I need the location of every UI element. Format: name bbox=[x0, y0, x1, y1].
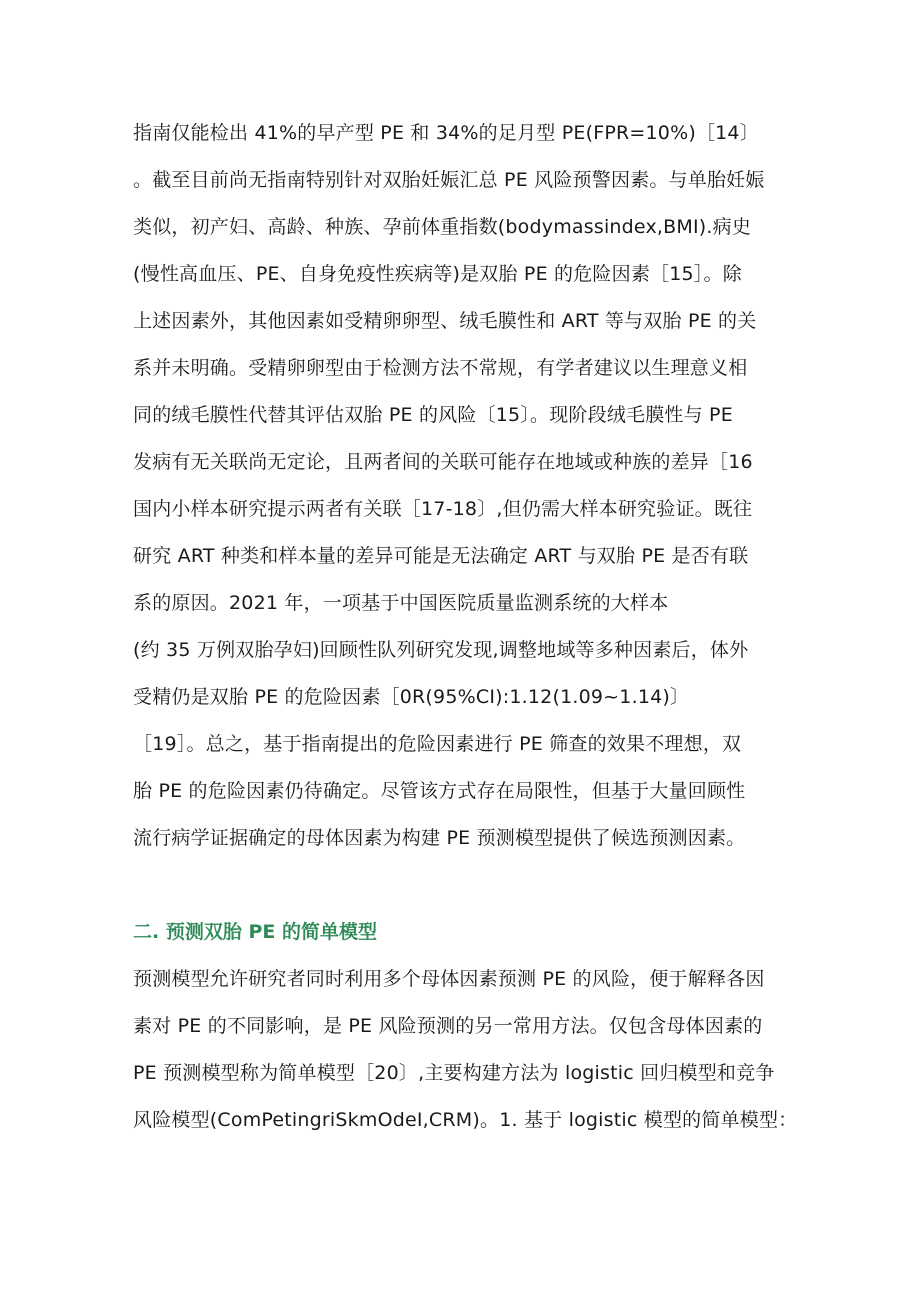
text-line: 受精仍是双胎 PE 的危险因素［0R(95%CI):1.12(1.09~1.14)〕 bbox=[133, 686, 690, 708]
text-line: ［19］。总之，基于指南提出的危险因素进行 PE 筛查的效果不理想，双 bbox=[133, 733, 742, 755]
text-line: 发病有无关联尚无定论，且两者间的关联可能存在地域或种族的差异［16 bbox=[133, 451, 753, 473]
text-line: (慢性高血压、PE、自身免疫性疾病等)是双胎 PE 的危险因素［15］。除 bbox=[133, 263, 742, 285]
text-line: 流行病学证据确定的母体因素为构建 PE 预测模型提供了候选预测因素。 bbox=[133, 827, 746, 849]
text-line: 。截至目前尚无指南特别针对双胎妊娠汇总 PE 风险预警因素。与单胎妊娠 bbox=[133, 169, 765, 191]
text-line: 系并未明确。受精卵卵型由于检测方法不常规，有学者建议以生理意义相 bbox=[133, 357, 748, 379]
text-line: PE 预测模型称为简单模型［20〕,主要构建方法为 logistic 回归模型和竞争 bbox=[133, 1062, 775, 1084]
text-line: 上述因素外，其他因素如受精卵卵型、绒毛膜性和 ART 等与双胎 PE 的关 bbox=[133, 310, 757, 332]
text-line: 风险模型(ComPetingriSkmOdeI,CRM)。1. 基于 logistic 模型的简单模型： bbox=[133, 1109, 798, 1131]
text-line: 国内小样本研究提示两者有关联［17-18〕,但仍需大样本研究验证。既往 bbox=[133, 498, 753, 520]
text-line: 研究 ART 种类和样本量的差异可能是无法确定 ART 与双胎 PE 是否有联 bbox=[133, 545, 749, 567]
text-line: 胎 PE 的危险因素仍待确定。尽管该方式存在局限性，但基于大量回顾性 bbox=[133, 780, 746, 802]
text-line: 系的原因。2021 年，一项基于中国医院质量监测系统的大样本 bbox=[133, 592, 669, 614]
text-line: 类似，初产妇、高龄、种族、孕前体重指数(bodymassindex,BMI).病史 bbox=[133, 216, 752, 238]
text-line: 同的绒毛膜性代替其评估双胎 PE 的风险〔15〕。现阶段绒毛膜性与 PE bbox=[133, 404, 733, 426]
text-line: 预测模型允许研究者同时利用多个母体因素预测 PE 的风险，便于解释各因 bbox=[133, 968, 765, 990]
text-line: (约 35 万例双胎孕妇)回顾性队列研究发现,调整地域等多种因素后，体外 bbox=[133, 639, 749, 661]
text-line: 指南仅能检出 41%的早产型 PE 和 34%的足月型 PE(FPR=10%)［14〕 bbox=[133, 122, 759, 144]
section-heading: 二. 预测双胎 PE 的简单模型 bbox=[133, 921, 377, 943]
text-line: 素对 PE 的不同影响，是 PE 风险预测的另一常用方法。仅包含母体因素的 bbox=[133, 1015, 763, 1037]
